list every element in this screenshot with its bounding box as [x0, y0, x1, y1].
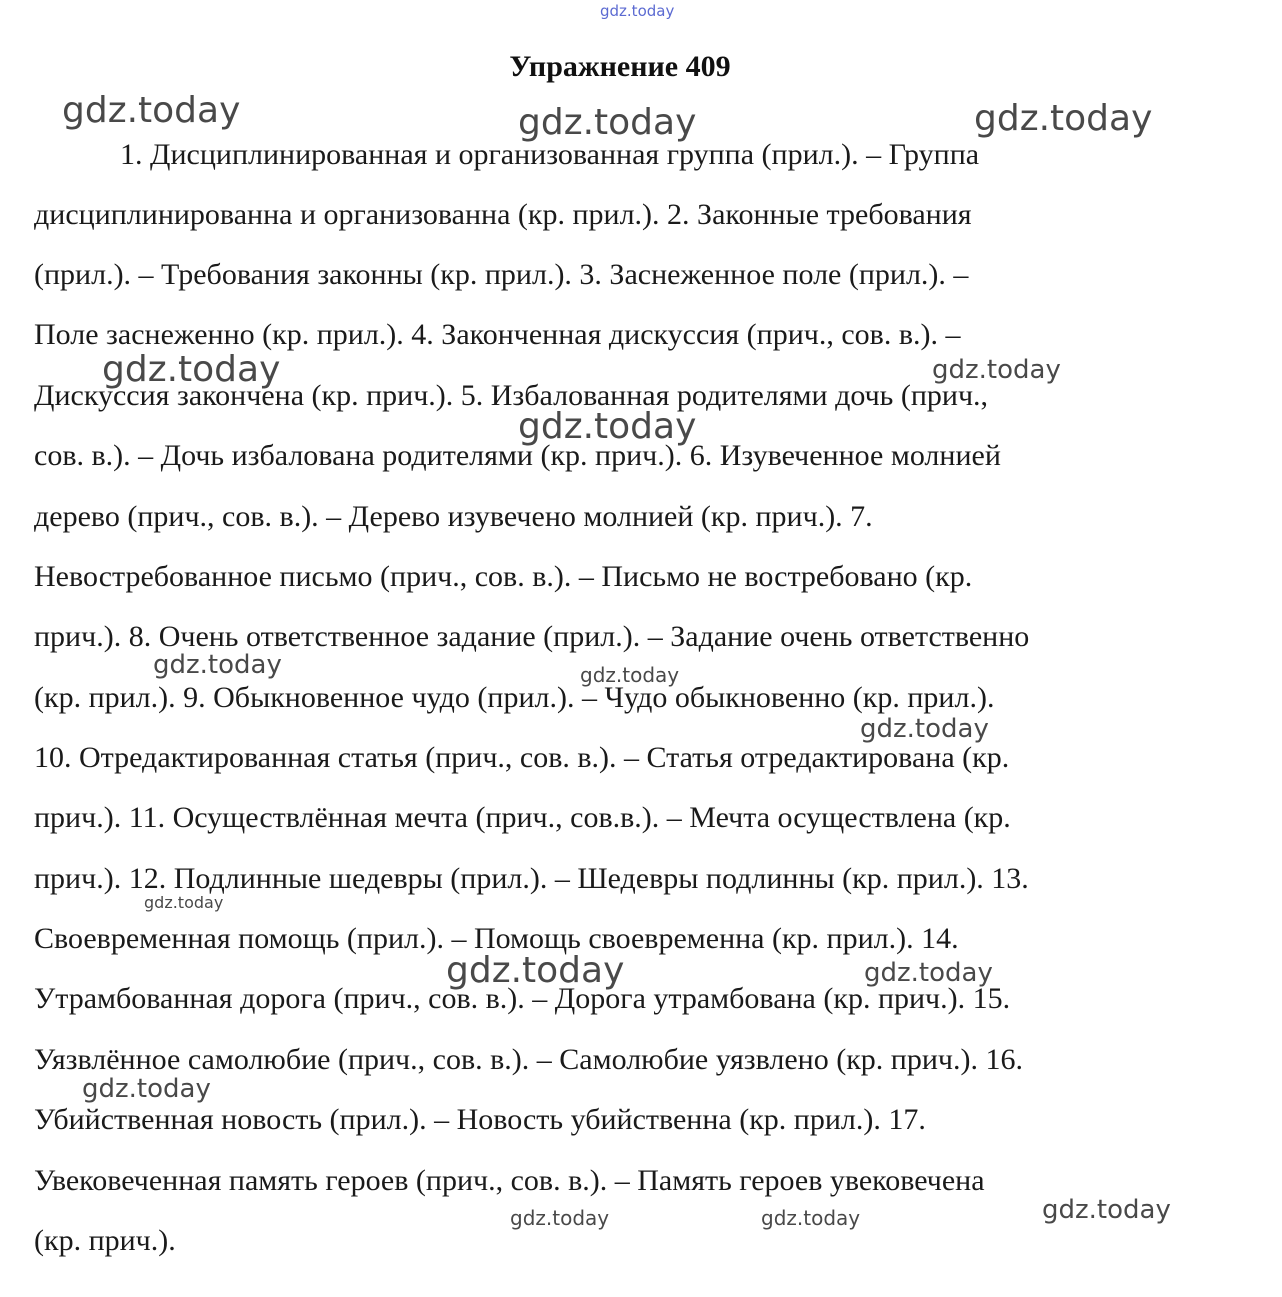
text-line: прич.). 11. Осуществлённая мечта (прич., сов.в.). – Мечта осуществлена (кр. [34, 801, 1011, 834]
text-line: (прил.). – Требования законны (кр. прил.). 3. Заснеженное поле (прил.). – [34, 258, 969, 291]
text-line: Уязвлённое самолюбие (прич., сов. в.). – Самолюбие уязвлено (кр. прич.). 16. [34, 1043, 1023, 1076]
watermark: gdz.today [62, 90, 241, 131]
watermark: gdz.today [932, 355, 1061, 385]
text-line: Убийственная новость (прил.). – Новость убийственна (кр. прил.). 17. [34, 1103, 926, 1136]
text-line: 1. Дисциплинированная и организованная группа (прил.). – Группа [120, 138, 980, 171]
text-line: дисциплинированна и организованна (кр. прил.). 2. Законные требования [34, 198, 972, 231]
watermark: gdz.today [82, 1074, 211, 1104]
watermark: gdz.today [144, 893, 224, 912]
text-line: Увековеченная память героев (прич., сов. в.). – Память героев увековечена [34, 1164, 985, 1197]
text-line: Своевременная помощь (прил.). – Помощь своевременна (кр. прил.). 14. [34, 922, 959, 955]
text-line: дерево (прич., сов. в.). – Дерево изувечено молнией (кр. прич.). 7. [34, 500, 873, 533]
text-line: Дискуссия закончена (кр. прич.). 5. Избалованная родителями дочь (прич., [34, 379, 989, 412]
watermark: gdz.today [518, 102, 697, 143]
text-line: Утрамбованная дорога (прич., сов. в.). – Дорога утрамбована (кр. прич.). 15. [34, 982, 1011, 1015]
exercise-title: Упражнение 409 [509, 50, 731, 83]
watermark: gdz.today [102, 349, 281, 390]
watermark: gdz.today [860, 714, 989, 744]
watermark: gdz.today [153, 650, 282, 680]
watermark: gdz.today [974, 98, 1153, 139]
text-line: 10. Отредактированная статья (прич., сов. в.). – Статья отредактирована (кр. [34, 741, 1010, 774]
watermark: gdz.today [600, 2, 675, 20]
watermark: gdz.today [1042, 1195, 1171, 1225]
watermark: gdz.today [518, 406, 697, 447]
text-line: сов. в.). – Дочь избалована родителями (кр. прич.). 6. Изувеченное молнией [34, 439, 1001, 472]
watermark: gdz.today [510, 1206, 610, 1230]
watermark: gdz.today [864, 958, 993, 988]
text-line: прич.). 8. Очень ответственное задание (прил.). – Задание очень ответственно [34, 620, 1030, 653]
watermark: gdz.today [761, 1206, 861, 1230]
watermark: gdz.today [446, 950, 625, 991]
text-line: прич.). 12. Подлинные шедевры (прил.). – Шедевры подлинны (кр. прил.). 13. [34, 862, 1029, 895]
watermark: gdz.today [580, 663, 680, 687]
text-line: (кр. прил.). 9. Обыкновенное чудо (прил.). – Чудо обыкновенно (кр. прил.). [34, 681, 995, 714]
text-line: Невостребованное письмо (прич., сов. в.). – Письмо не востребовано (кр. [34, 560, 973, 593]
text-line: (кр. прич.). [34, 1224, 176, 1257]
text-line: Поле заснеженно (кр. прил.). 4. Законченная дискуссия (прич., сов. в.). – [34, 318, 961, 351]
